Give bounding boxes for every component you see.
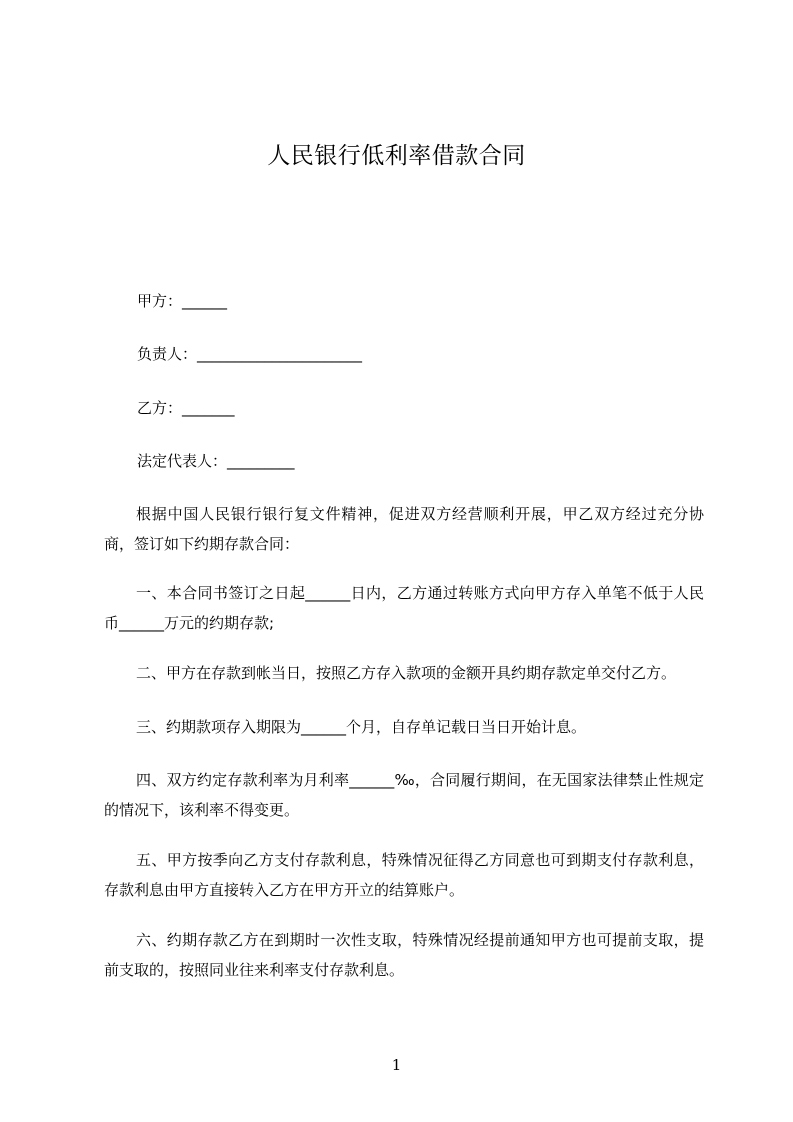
clause-3-paragraph: 三、约期款项存入期限为______个月，自存单记载日当日开始计息。 [136,718,587,736]
clause-2-paragraph: 二、甲方在存款到帐当日，按照乙方存入款项的金额开具约期存款定单交付乙方。 [136,664,677,682]
clause-6-paragraph: 六、约期存款乙方在到期时一次性支取，特殊情况经提前通知甲方也可提前支取，提前支取的，按照同业往来利率支付存款利息。 [104,931,704,979]
preamble-paragraph: 根据中国人民银行银行复文件精神，促进双方经营顺利开展，甲乙双方经过充分协商，签订如下约期存款合同： [104,505,704,553]
clause-4-paragraph: 四、双方约定存款利率为月利率______‰，合同履行期间，在无国家法律禁止性规定的情况下，该利率不得变更。 [104,771,704,819]
party-b-field: 乙方：_______ [137,399,235,417]
clause-1-paragraph: 一、本合同书签订之日起______日内，乙方通过转账方式向甲方存入单笔不低于人民币______万元的约期存款; [104,584,704,632]
responsible-person-field: 负责人：______________________ [137,345,363,363]
page-number: 1 [391,1056,402,1074]
legal-representative-field: 法定代表人：_________ [137,452,295,470]
clause-5-paragraph: 五、甲方按季向乙方支付存款利息，特殊情况征得乙方同意也可到期支付存款利息，存款利息由甲方直接转入乙方在甲方开立的结算账户。 [104,851,704,899]
party-a-field: 甲方：______ [137,292,228,310]
document-title: 人民银行低利率借款合同 [267,143,526,169]
